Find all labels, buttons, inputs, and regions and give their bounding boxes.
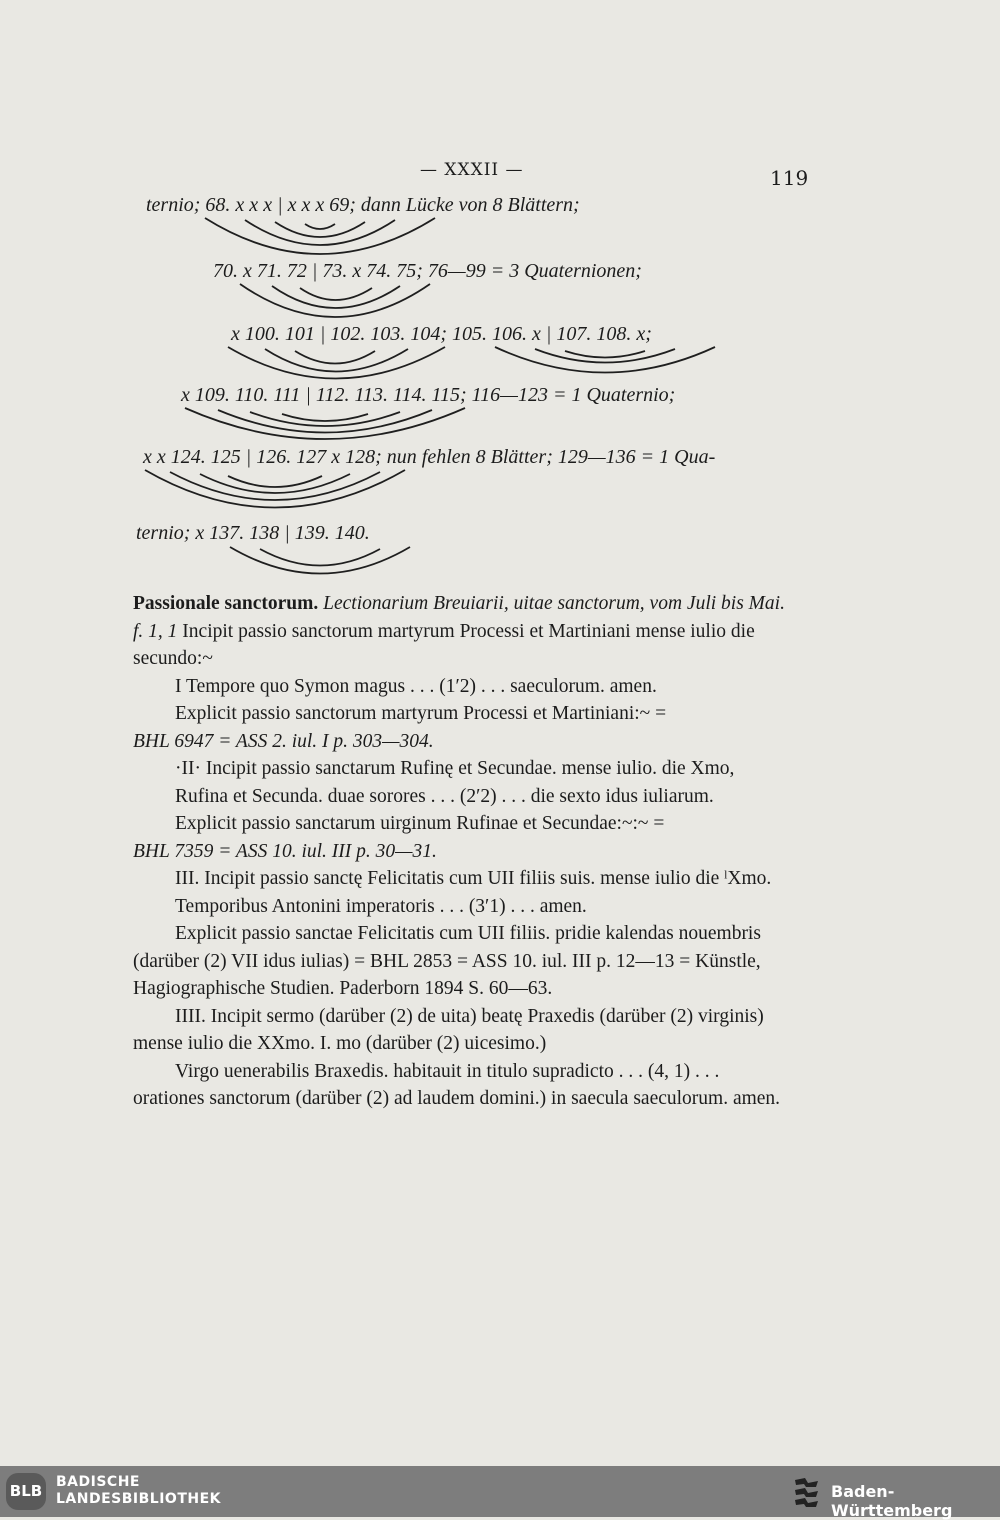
entry-1-incipit-text: Incipit passio sanctorum martyrum Processi et Martiniani mense iulio die secundo:~ (133, 620, 755, 669)
arc (228, 476, 322, 487)
blb-name-line-1: BADISCHE (56, 1474, 140, 1490)
quire-line-4: x 109. 110. 111 | 112. 113. 114. 115; 116—123 = 1 Quaternio; (181, 384, 676, 406)
quire-line-5: x x 124. 125 | 126. 127 x 128; nun fehlen 8 Blätter; 129—136 = 1 Qua- (143, 446, 716, 468)
body-text (133, 590, 793, 1113)
arc (295, 351, 375, 364)
entry-1-incipit (133, 618, 793, 673)
arc (282, 414, 368, 421)
blb-logo[interactable]: BLB (6, 1473, 46, 1510)
entry-1-text: I Tempore quo Symon magus . . . (1′2) . . . saeculorum. amen. (175, 675, 657, 697)
baden-wuerttemberg-lions-icon (792, 1475, 822, 1508)
entry-2-reference: BHL 7359 = ASS 10. iul. III p. 30—31. (133, 840, 437, 862)
entry-1-explicit: Explicit passio sanctorum martyrum Processi et Martiniani:~ = (175, 703, 667, 724)
entry-3-text: Temporibus Antonini imperatoris . . . (3′1) . . . amen. (175, 895, 587, 917)
arc (185, 408, 465, 439)
arc (265, 349, 408, 372)
entry-4-text: Virgo uenerabilis Braxedis. habitauit in titulo supradicto . . . (4, 1) . . . orationes sanctorum (darüber (2) ad laudem domini.) in saecula saeculorum. amen. (133, 1060, 781, 1109)
arc (260, 549, 380, 566)
page-number: 119 (770, 166, 809, 190)
entry-3-incipit: III. Incipit passio sanctę Felicitatis cum UII filiis suis. mense iulio die ˡXmo. (175, 868, 772, 889)
arc (145, 470, 405, 508)
arc (250, 412, 400, 426)
arc (495, 347, 715, 373)
arc (240, 284, 430, 317)
blb-name-line-2: LANDESBIBLIOTHEK (56, 1491, 222, 1507)
arc (218, 410, 432, 433)
arc (205, 218, 435, 254)
entry-2-explicit: Explicit passio sanctarum uirginum Rufinae et Secundae:~:~ = (175, 813, 665, 834)
arc (565, 351, 645, 358)
baden-wuerttemberg-name[interactable]: Baden-Württemberg (831, 1482, 953, 1520)
entry-4-incipit: IIII. Incipit sermo (darüber (2) de uita) beatę Praxedis (darüber (2) virginis) mense iulio die XXmo. I. mo (darüber (2) uicesimo.) (133, 1005, 764, 1054)
quire-line-1: ternio; 68. x x x | x x x 69; dann Lücke von 8 Blättern; (146, 194, 580, 216)
arc (272, 286, 400, 308)
quire-line-6: ternio; x 137. 138 | 139. 140. (136, 522, 370, 544)
blb-name[interactable] (56, 1474, 221, 1508)
footer-bar (0, 1466, 1000, 1520)
entry-2-incipit: ·II· Incipit passio sanctarum Rufinę et Secundae. mense iulio. die Xmo, (175, 758, 735, 779)
arc (200, 474, 350, 493)
arc (275, 222, 365, 237)
quire-diagram-arcs (0, 0, 1000, 600)
folio-reference: f. 1, 1 (133, 620, 178, 642)
section-description: Lectionarium Breuiarii, uitae sanctorum, vom Juli bis Mai. (323, 593, 785, 614)
arc (535, 349, 675, 363)
entry-2-text: Rufina et Secunda. duae sorores . . . (2′2) . . . die sexto idus iuliarum. (175, 785, 714, 807)
running-title: — XXXII — (420, 160, 524, 180)
arc (245, 220, 395, 245)
section-title: Passionale sanctorum. (133, 593, 319, 614)
entry-3-explicit: Explicit passio sanctae Felicitatis cum UII filiis. pridie kalendas nouembris (darüber (2) VII idus iulias) = BHL 2853 = ASS 10. iul. III p. 12—13 = Künstle, Hagiographische Studien. Paderborn 1894 S. 60—63. (133, 923, 761, 999)
arc (300, 288, 372, 300)
arc (230, 547, 410, 574)
entry-1-reference: BHL 6947 = ASS 2. iul. I p. 303—304. (133, 730, 434, 752)
arc (228, 347, 445, 379)
arc (170, 472, 380, 500)
quire-line-2: 70. x 71. 72 | 73. x 74. 75; 76—99 = 3 Quaternionen; (213, 260, 642, 282)
quire-line-3: x 100. 101 | 102. 103. 104; 105. 106. x | 107. 108. x; (231, 323, 652, 345)
arc (305, 224, 335, 229)
section-heading (133, 590, 793, 618)
